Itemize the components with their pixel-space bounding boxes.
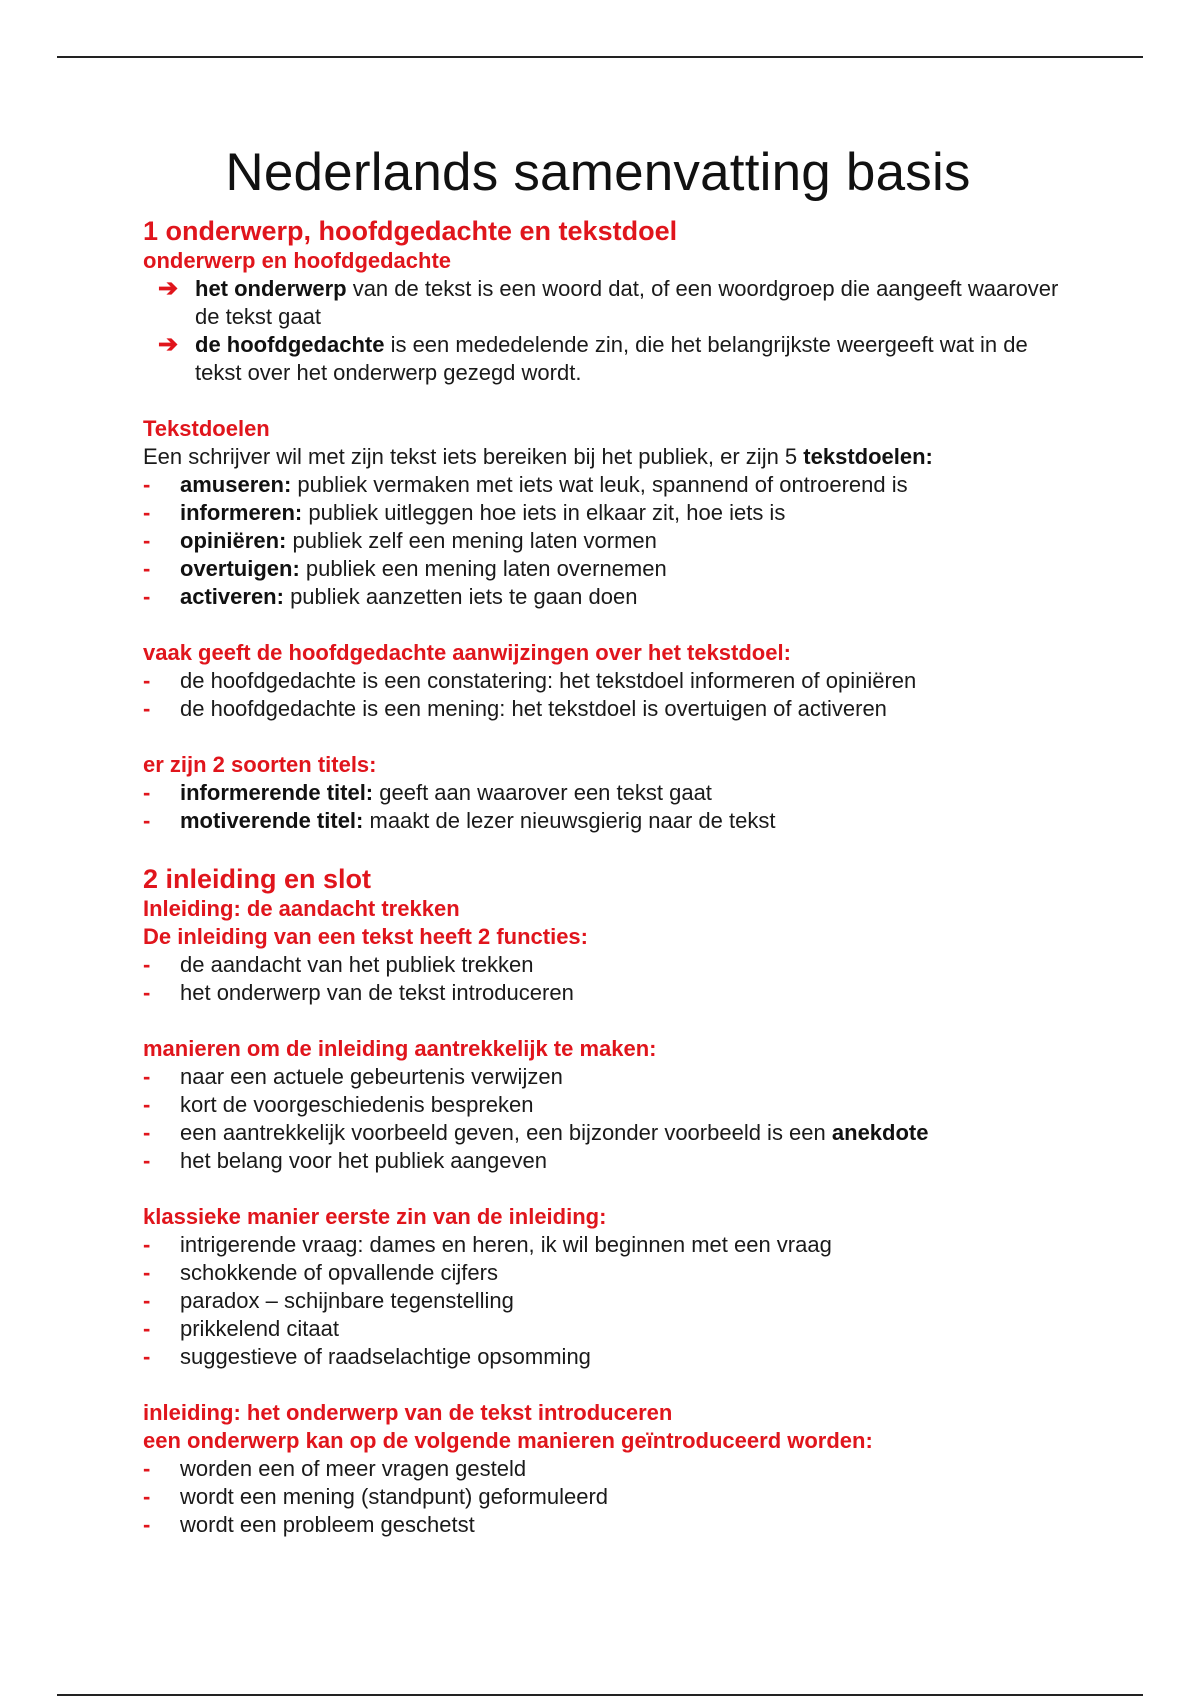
item-text: wordt een probleem geschetst <box>180 1512 475 1537</box>
dash-bullet-icon: - <box>143 952 151 977</box>
item-text: kort de voorgeschiedenis bespreken <box>180 1092 534 1117</box>
dash-bullet-icon: - <box>143 1456 151 1481</box>
titels-list <box>143 779 1073 835</box>
list-item <box>143 1315 1073 1343</box>
dash-bullet-icon: - <box>143 1484 151 1509</box>
aanwijzingen-heading: vaak geeft de hoofdgedachte aanwijzingen over het tekstdoel: <box>143 640 791 665</box>
item-text: suggestieve of raadselachtige opsomming <box>180 1344 591 1369</box>
bold-term: informerende titel: <box>180 780 374 805</box>
document-page <box>143 142 1073 1539</box>
item-text: de hoofdgedachte is een constatering: het tekstdoel informeren of opiniëren <box>180 668 917 693</box>
introduceren-heading: inleiding: het onderwerp van de tekst introduceren <box>143 1400 673 1425</box>
item-text: is een mededelende zin, die het belangrijkste weergeeft wat in de tekst over het onderwerp gezegd wordt. <box>195 332 1028 385</box>
dash-bullet-icon: - <box>143 472 151 497</box>
introduceren-list <box>143 1455 1073 1539</box>
dash-bullet-icon: - <box>143 1316 151 1341</box>
item-text: publiek zelf een mening laten vormen <box>286 528 657 553</box>
section-1-heading: 1 onderwerp, hoofdgedachte en tekstdoel <box>143 216 678 246</box>
list-item <box>143 527 1073 555</box>
page-title: Nederlands samenvatting basis <box>225 143 971 202</box>
list-item <box>143 667 1073 695</box>
item-text: publiek aanzetten iets te gaan doen <box>283 584 638 609</box>
dash-bullet-icon: - <box>143 1232 151 1257</box>
dash-bullet-icon: - <box>143 1092 151 1117</box>
list-item <box>143 695 1073 723</box>
item-text: het onderwerp van de tekst introduceren <box>180 980 574 1005</box>
bottom-rule <box>57 1694 1143 1696</box>
dash-bullet-icon: - <box>143 556 151 581</box>
list-item <box>143 1511 1073 1539</box>
dash-bullet-icon: - <box>143 696 151 721</box>
klassiek-heading: klassieke manier eerste zin van de inleiding: <box>143 1204 607 1229</box>
dash-bullet-icon: - <box>143 780 151 805</box>
item-text: naar een actuele gebeurtenis verwijzen <box>180 1064 563 1089</box>
arrow-list <box>143 275 1073 387</box>
item-text: maakt de lezer nieuwsgierig naar de tekst <box>363 808 776 833</box>
dash-bullet-icon: - <box>143 980 151 1005</box>
bold-term: anekdote <box>831 1120 929 1145</box>
dash-bullet-icon: - <box>143 1260 151 1285</box>
bold-term: de hoofdgedachte <box>195 332 385 357</box>
tekstdoelen-list <box>143 471 1073 611</box>
item-text: publiek een mening laten overnemen <box>299 556 667 581</box>
manieren-list <box>143 1063 1073 1175</box>
bold-term: overtuigen: <box>180 556 300 581</box>
list-item <box>143 779 1073 807</box>
list-item <box>143 1231 1073 1259</box>
list-item <box>143 951 1073 979</box>
list-item <box>143 555 1073 583</box>
dash-bullet-icon: - <box>143 1344 151 1369</box>
bold-term: opiniëren: <box>180 528 287 553</box>
dash-bullet-icon: - <box>143 1148 151 1173</box>
bold-term: amuseren: <box>180 472 292 497</box>
list-item <box>143 1287 1073 1315</box>
item-text: worden een of meer vragen gesteld <box>180 1456 527 1481</box>
dash-bullet-icon: - <box>143 528 151 553</box>
list-item <box>143 1091 1073 1119</box>
item-text: schokkende of opvallende cijfers <box>180 1260 498 1285</box>
list-item <box>143 471 1073 499</box>
dash-bullet-icon: - <box>143 1512 151 1537</box>
list-item <box>143 1343 1073 1371</box>
arrow-right-icon: ➔ <box>158 275 179 302</box>
bold-term: tekstdoelen: <box>803 444 933 469</box>
item-text: prikkelend citaat <box>180 1316 339 1341</box>
bold-term: het onderwerp <box>195 276 347 301</box>
dash-bullet-icon: - <box>143 1120 151 1145</box>
item-text: het belang voor het publiek aangeven <box>180 1148 547 1173</box>
dash-bullet-icon: - <box>143 808 151 833</box>
introduceren-subheading: een onderwerp kan op de volgende manieren geïntroduceerd worden: <box>143 1428 873 1453</box>
list-item <box>143 275 1073 331</box>
bold-term: activeren: <box>180 584 284 609</box>
functies-subheading: De inleiding van een tekst heeft 2 functies: <box>143 924 588 949</box>
list-item <box>143 1483 1073 1511</box>
list-item <box>143 979 1073 1007</box>
list-item <box>143 1119 1073 1147</box>
item-text: de hoofdgedachte is een mening: het tekstdoel is overtuigen of activeren <box>180 696 887 721</box>
top-rule <box>57 56 1143 58</box>
dash-bullet-icon: - <box>143 1288 151 1313</box>
dash-bullet-icon: - <box>143 500 151 525</box>
dash-bullet-icon: - <box>143 584 151 609</box>
item-text: een aantrekkelijk voorbeeld geven, een bijzonder voorbeeld is een <box>180 1120 832 1145</box>
onderwerp-subheading: onderwerp en hoofdgedachte <box>143 248 452 273</box>
item-text: wordt een mening (standpunt) geformuleerd <box>180 1484 609 1509</box>
klassiek-list <box>143 1231 1073 1371</box>
item-text: van de tekst is een woord dat, of een woordgroep die aangeeft waarover de tekst gaat <box>195 276 1059 329</box>
inleiding-subheading: Inleiding: de aandacht trekken <box>143 896 460 921</box>
item-text: intrigerende vraag: dames en heren, ik wil beginnen met een vraag <box>180 1232 832 1257</box>
item-text: de aandacht van het publiek trekken <box>180 952 534 977</box>
aanwijzingen-list <box>143 667 1073 723</box>
bold-term: motiverende titel: <box>180 808 364 833</box>
item-text: geeft aan waarover een tekst gaat <box>373 780 712 805</box>
manieren-heading: manieren om de inleiding aantrekkelijk te maken: <box>143 1036 657 1061</box>
dash-bullet-icon: - <box>143 668 151 693</box>
section-2-heading: 2 inleiding en slot <box>143 864 372 894</box>
dash-bullet-icon: - <box>143 1064 151 1089</box>
list-item <box>143 1063 1073 1091</box>
list-item <box>143 583 1073 611</box>
tekstdoelen-intro <box>143 443 1073 471</box>
list-item <box>143 807 1073 835</box>
item-text: paradox – schijnbare tegenstelling <box>180 1288 514 1313</box>
list-item <box>143 1455 1073 1483</box>
item-text: publiek uitleggen hoe iets in elkaar zit, hoe iets is <box>302 500 786 525</box>
functies-list <box>143 951 1073 1007</box>
item-text: Een schrijver wil met zijn tekst iets bereiken bij het publiek, er zijn 5 <box>143 444 804 469</box>
bold-term: informeren: <box>180 500 303 525</box>
arrow-right-icon: ➔ <box>158 331 179 358</box>
item-text: publiek vermaken met iets wat leuk, spannend of ontroerend is <box>291 472 908 497</box>
tekstdoelen-heading: Tekstdoelen <box>143 416 270 441</box>
list-item <box>143 1147 1073 1175</box>
list-item <box>143 499 1073 527</box>
titels-heading: er zijn 2 soorten titels: <box>143 752 377 777</box>
list-item <box>143 331 1073 387</box>
list-item <box>143 1259 1073 1287</box>
